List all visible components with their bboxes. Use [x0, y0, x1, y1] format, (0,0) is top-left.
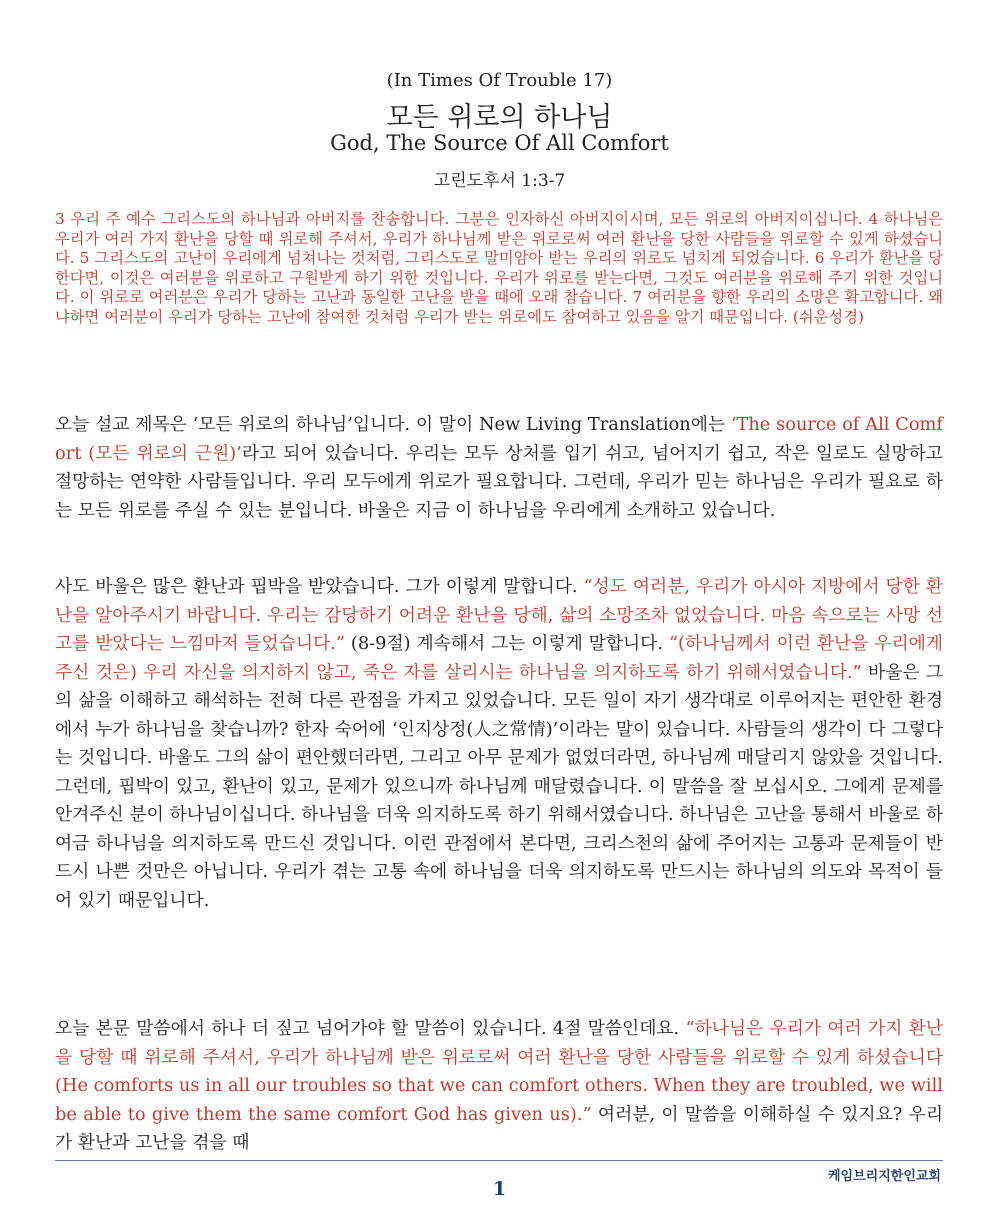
sermon-title-english: God, The Source Of All Comfort: [330, 131, 669, 155]
paragraph-text: 오늘 설교 제목은 ‘모든 위로의 하나님’입니다. 이 말이 New Living Translation에는: [55, 414, 731, 435]
page-number: 1: [492, 1178, 507, 1200]
church-name: 케임브리지한인교회: [827, 1169, 941, 1184]
highlighted-quote: “(하나님께서 이런 환난을 우리에게 주신 것은) 우리 자신을 의지하지 않고, 죽은 자를 살리시는 하나님을 의지하도록 하기 위해서였습니다.”: [55, 633, 943, 683]
paragraph-text: 오늘 본문 말씀에서 하나 더 짚고 넘어가야 할 말씀이 있습니다. 4절 말씀인데요.: [55, 1018, 686, 1039]
body-paragraph-3: [55, 1015, 943, 1158]
scripture-passage: 3 우리 주 예수 그리스도의 하나님과 아버지를 찬송합니다. 그분은 인자하신 아버지이시며, 모든 위로의 아버지이십니다. 4 하나님은 우리가 여러 가지 환난을 당할 때 위로해 주셔서, 우리가 하나님께 받은 위로로써 여러 환난을 당한 사람들을 위로할 수 있게 하셨습니다. 5 그리스도의 고난이 우리에게 넘쳐나는 것처럼, 그리스도로 말미암아 받는 우리의 위로도 넘치게 되었습니다. 6 우리가 환난을 당한다면, 이것은 여러분을 위로하고 구원받게 하기 위한 것입니다. 우리가 위로를 받는다면, 그것도 여러분을 위로해 주기 위한 것입니다. 이 위로로 여러분은 우리가 당하는 고난과 동일한 고난을 받을 때에 오래 참습니다. 7 여러분을 향한 우리의 소망은 확고합니다. 왜냐하면 여러분이 우리가 당하는 고난에 참여한 것처럼 우리가 받는 위로에도 참여하고 있음을 알기 때문입니다. (쉬운성경): [55, 210, 943, 326]
paragraph-text: 여러분, 이 말씀을 이해하실 수 있지요? 우리가 환난과 고난을 겪을 때: [55, 1103, 943, 1153]
paragraph-text: (8-9절) 계속해서 그는 이렇게 말합니다.: [345, 633, 669, 654]
sermon-series: (In Times Of Trouble 17): [386, 70, 613, 91]
highlighted-quote: “성도 여러분, 우리가 아시아 지방에서 당한 환난을 알아주시기 바랍니다. 우리는 감당하기 어려운 환난을 당해, 삶의 소망조차 없었습니다. 마음 속으로는 사망 선고를 받았다는 느낌마저 들었습니다.”: [55, 576, 943, 654]
scripture-reference: 고린도후서 1:3-7: [433, 171, 566, 191]
footer-divider: [55, 1160, 943, 1161]
body-paragraph-1: [55, 411, 943, 525]
body-paragraph-2: [55, 573, 943, 915]
paragraph-text: 바울은 그의 삶을 이해하고 해석하는 전혀 다른 관점을 가지고 있었습니다. 모든 일이 자기 생각대로 이루어지는 편안한 환경에서 누가 하나님을 찾습니까? 한자 숙어에 ‘인지상정(人之常情)’이라는 말이 있습니다. 사람들의 생각이 다 그렇다는 것입니다. 바울도 그의 삶이 편안했더라면, 그리고 아무 문제가 없었더라면, 하나님께 매달리지 않았을 것입니다. 그런데, 핍박이 있고, 환난이 있고, 문제가 있으니까 하나님께 매달렸습니다. 이 말씀을 잘 보십시오. 그에게 문제를 안겨주신 분이 하나님이십니다. 하나님을 더욱 의지하도록 하기 위해서였습니다. 하나님은 고난을 통해서 바울로 하여금 하나님을 의지하도록 만드신 것입니다. 이런 관점에서 본다면, 크리스천의 삶에 주어지는 고통과 문제들이 반드시 나쁜 것만은 아닙니다. 우리가 겪는 고통 속에 하나님을 더욱 의지하도록 만드시는 하나님의 의도와 목적이 들어 있기 때문입니다.: [55, 661, 944, 911]
highlighted-quote: “하나님은 우리가 여러 가지 환난을 당할 때 위로해 주셔서, 우리가 하나님께 받은 위로로써 여러 환난을 당한 사람들을 위로할 수 있게 하셨습니다 (He comforts us in all our troubles so that we can comfort others. When they are troubled, we will be able to give them the same comfort God has given us).”: [55, 1018, 943, 1125]
paragraph-text: 사도 바울은 많은 환난과 핍박을 받았습니다. 그가 이렇게 말합니다.: [55, 576, 584, 597]
paragraph-text: 라고 되어 있습니다. 우리는 모두 상처를 입기 쉬고, 넘어지기 쉽고, 작은 일로도 실망하고 절망하는 연약한 사람들입니다. 우리 모두에게 위로가 필요합니다. 그런데, 우리가 믿는 하나님은 우리가 필요로 하는 모든 위로를 주실 수 있는 분입니다. 바울은 지금 이 하나님을 우리에게 소개하고 있습니다.: [55, 442, 944, 521]
sermon-title: 모든 위로의 하나님: [386, 102, 613, 133]
highlighted-quote: ‘The source of All Comfort (모든 위로의 근원)’: [55, 414, 943, 464]
